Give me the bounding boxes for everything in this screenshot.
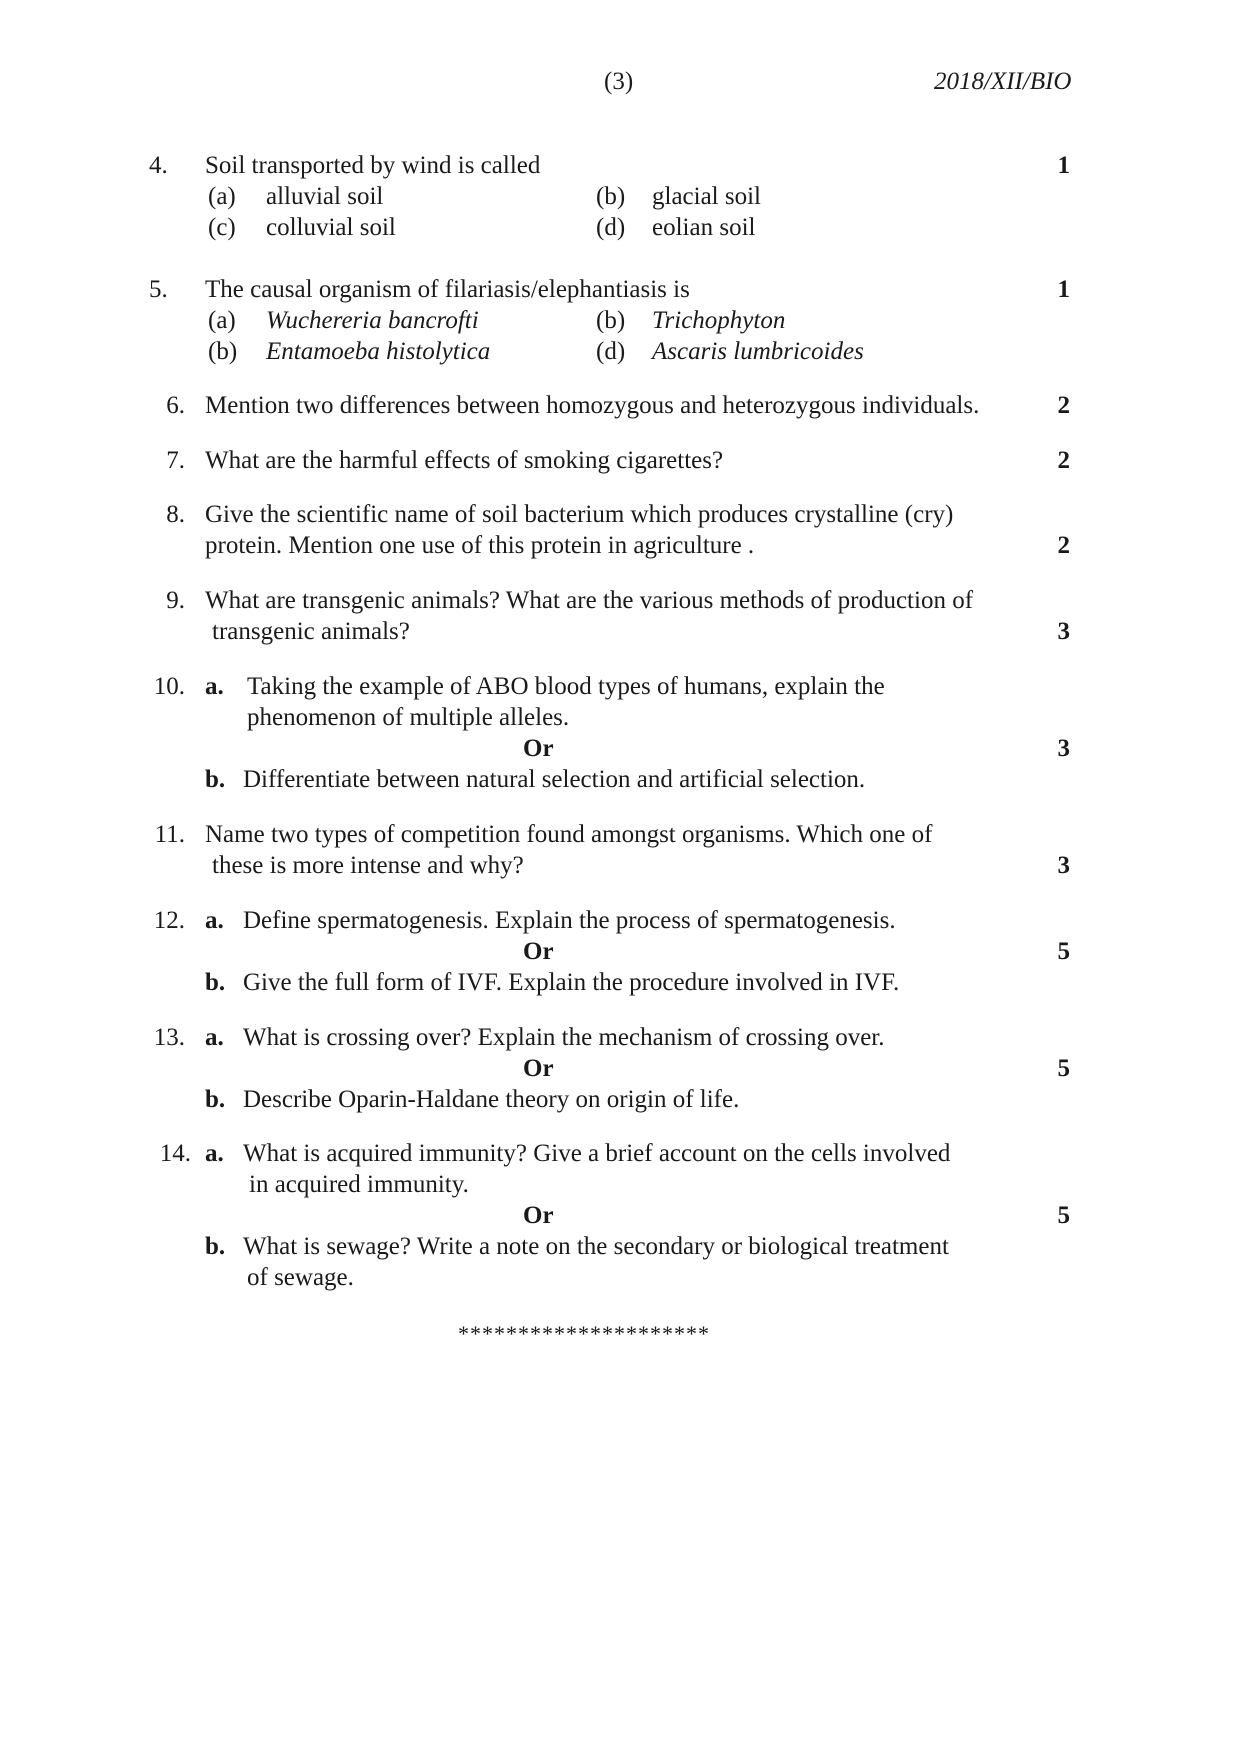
option-text: colluvial soil xyxy=(266,214,396,241)
question-marks: 3 xyxy=(1057,735,1070,762)
option-a-text-line2: phenomenon of multiple alleles. xyxy=(247,704,570,731)
option-label: (d) xyxy=(596,214,626,241)
or-separator: Or xyxy=(523,938,554,965)
option-b-label: b. xyxy=(205,969,226,996)
option-label: (b) xyxy=(596,183,626,210)
question-text: Soil transported by wind is called xyxy=(205,152,541,179)
question-number: 11. xyxy=(154,821,185,848)
option-b-text: Differentiate between natural selection and artificial selection. xyxy=(243,766,866,793)
option-b-label: b. xyxy=(205,1086,226,1113)
option-label: (a) xyxy=(208,183,236,210)
question-marks: 5 xyxy=(1057,1055,1070,1082)
question-text-line2: these is more intense and why? xyxy=(212,852,524,879)
question-text: Mention two differences between homozygous and heterozygous individuals. xyxy=(205,392,980,419)
option-b-text: Give the full form of IVF. Explain the procedure involved in IVF. xyxy=(243,969,900,996)
question-text-line1: Name two types of competition found amongst organisms. Which one of xyxy=(205,821,933,848)
or-separator: Or xyxy=(523,735,554,762)
option-text: Ascaris lumbricoides xyxy=(652,338,864,365)
question-number: 4. xyxy=(149,152,168,179)
question-number: 12. xyxy=(153,907,185,934)
question-number: 10. xyxy=(153,673,185,700)
option-text: Entamoeba histolytica xyxy=(266,338,491,365)
paper-code: 2018/XII/BIO xyxy=(934,68,1072,95)
question-text-line1: Give the scientific name of soil bacterium which produces crystalline (cry) xyxy=(205,501,954,528)
question-marks: 2 xyxy=(1057,532,1070,559)
question-text-line2: protein. Mention one use of this protein in agriculture . xyxy=(205,532,755,559)
option-a-text-line1: What is acquired immunity? Give a brief account on the cells involved xyxy=(243,1140,951,1167)
option-label: (b) xyxy=(596,307,626,334)
option-text: glacial soil xyxy=(652,183,761,210)
option-a-label: a. xyxy=(205,1024,224,1051)
option-a-text-line1: Taking the example of ABO blood types of humans, explain the xyxy=(247,673,885,700)
option-a-label: a. xyxy=(205,673,224,700)
question-number: 5. xyxy=(149,276,168,303)
question-text-line1: What are transgenic animals? What are the various methods of production of xyxy=(205,587,974,614)
option-label: (c) xyxy=(208,214,236,241)
question-marks: 5 xyxy=(1057,938,1070,965)
or-separator: Or xyxy=(523,1202,554,1229)
question-number: 13. xyxy=(153,1024,185,1051)
question-marks: 2 xyxy=(1057,447,1070,474)
option-b-text-line1: What is sewage? Write a note on the secondary or biological treatment xyxy=(243,1233,949,1260)
question-number: 9. xyxy=(166,587,185,614)
question-number: 8. xyxy=(166,501,185,528)
or-separator: Or xyxy=(523,1055,554,1082)
question-marks: 3 xyxy=(1057,618,1070,645)
option-b-text: Describe Oparin-Haldane theory on origin of life. xyxy=(243,1086,740,1113)
question-text: The causal organism of filariasis/elephantiasis is xyxy=(205,276,690,303)
option-b-text-line2: of sewage. xyxy=(247,1264,354,1291)
option-a-text-line2: in acquired immunity. xyxy=(249,1171,469,1198)
option-text: eolian soil xyxy=(652,214,756,241)
option-text: Wuchereria bancrofti xyxy=(266,307,479,334)
option-a-label: a. xyxy=(205,1140,224,1167)
question-marks: 2 xyxy=(1057,392,1070,419)
option-a-text: Define spermatogenesis. Explain the process of spermatogenesis. xyxy=(243,907,896,934)
page-number: (3) xyxy=(604,68,634,95)
option-text: alluvial soil xyxy=(266,183,384,210)
option-b-label: b. xyxy=(205,766,226,793)
option-b-label: b. xyxy=(205,1233,226,1260)
question-marks: 1 xyxy=(1057,152,1070,179)
question-text-line2: transgenic animals? xyxy=(212,618,410,645)
question-marks: 3 xyxy=(1057,852,1070,879)
option-text: Trichophyton xyxy=(652,307,786,334)
option-label: (d) xyxy=(596,338,626,365)
option-label: (a) xyxy=(208,307,236,334)
question-text: What are the harmful effects of smoking cigarettes? xyxy=(205,447,724,474)
option-a-label: a. xyxy=(205,907,224,934)
option-label: (b) xyxy=(208,338,238,365)
question-marks: 5 xyxy=(1057,1202,1070,1229)
question-number: 7. xyxy=(166,447,185,474)
question-marks: 1 xyxy=(1057,276,1070,303)
question-number: 14. xyxy=(159,1140,191,1167)
question-number: 6. xyxy=(166,392,185,419)
end-of-paper-marker: ********************* xyxy=(458,1321,710,1346)
option-a-text: What is crossing over? Explain the mechanism of crossing over. xyxy=(243,1024,885,1051)
